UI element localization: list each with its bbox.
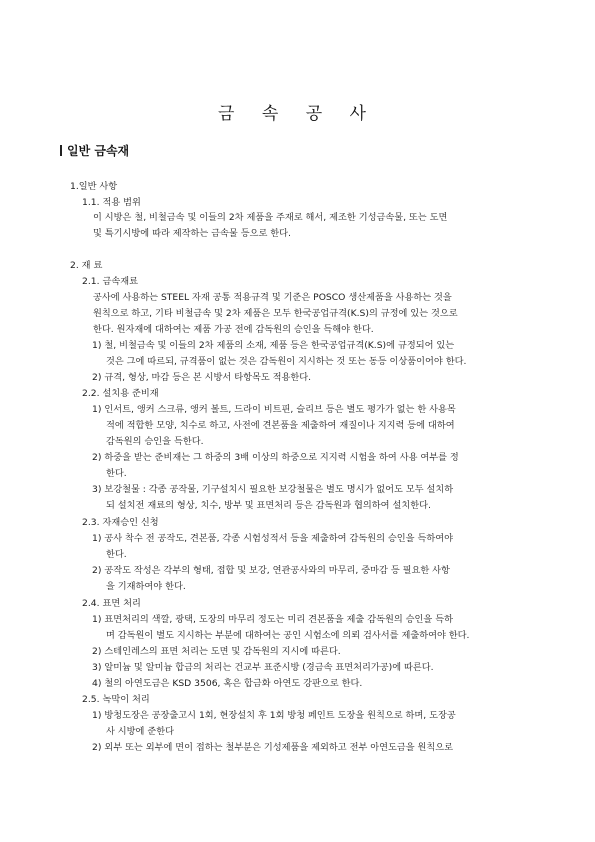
section-2-2-item-1-line: 1) 인서트, 앵커 스크류, 앵커 볼트, 드라이 비트핀, 슬리브 등은 별도 평가가 없는 한 사용목 <box>92 404 456 415</box>
section-2-5-heading: 2.5. 녹막이 처리 <box>82 694 150 705</box>
section-2-5-item-1-line: 사 시방에 준한다 <box>106 726 174 737</box>
section-2-3-item-2-line: 2) 공작도 작성은 각부의 형태, 접합 및 보강, 연관공사와의 마무리, 중마감 등 필요한 사항 <box>92 565 450 576</box>
section-2-2-item-2-line: 2) 하중을 받는 준비재는 그 하중의 3배 이상의 하중으로 지지력 시험을 하여 사용 여부를 정 <box>92 452 459 463</box>
section-2-1-item-1-line: 1) 철, 비철금속 및 이들의 2차 제품의 소재, 제품 등은 한국공업규격(K.S)에 규정되어 있는 <box>92 340 455 351</box>
section-2-4-item-1-line: 1) 표면처리의 색깔, 광택, 도장의 마무리 정도는 미리 견본품을 제출 감독원의 승인을 득하 <box>92 614 453 625</box>
section-1-1-line: 및 특기시방에 따라 제작하는 금속물 등으로 한다. <box>93 228 291 239</box>
section-2-2-item-1-line: 감독원의 승인을 득한다. <box>106 436 204 447</box>
section-2-1-heading: 2.1. 금속재료 <box>82 276 138 287</box>
section-2-5-item-2-line: 2) 외부 또는 외부에 면이 접하는 철부분은 기성제품을 제외하고 전부 아연도금을 원칙으로 <box>92 742 454 753</box>
section-2-2-item-3-line: 3) 보강철물 : 각종 공작물, 기구설치시 필요한 보강철물은 별도 명시가 없어도 모두 설치하 <box>92 484 454 495</box>
section-2-2-item-2-line: 한다. <box>106 468 127 479</box>
section-2-4-item-3-line: 3) 알미늄 및 알미늄 합금의 처리는 건교부 표준시방 (경금속 표면처리가공)에 따른다. <box>92 662 434 673</box>
section-2-1-line: 한다. 원자재에 대하여는 제품 가공 전에 감독원의 승인을 득해야 한다. <box>93 324 374 335</box>
section-2-2-heading: 2.2. 설치용 준비재 <box>82 388 159 399</box>
document-title: 금 속 공 사 <box>218 104 377 124</box>
section-2-heading: 2. 재 료 <box>70 260 103 271</box>
chapter-title: 일반 금속재 <box>67 144 130 158</box>
section-2-4-item-1-line: 며 감독원이 별도 지시하는 부분에 대하여는 공인 시험소에 의뢰 검사서를 제출하여야 한다. <box>106 630 470 641</box>
section-2-3-heading: 2.3. 자재승인 신청 <box>82 517 159 528</box>
chapter-heading <box>60 142 129 159</box>
section-2-1-item-1-line: 것은 그에 따르되, 규격품이 없는 것은 감독원이 지시하는 것 또는 동등 이상품이어야 한다. <box>106 356 467 367</box>
chapter-marker-bar <box>60 145 62 156</box>
section-1-heading: 1.일반 사항 <box>70 181 118 192</box>
section-2-3-item-2-line: 을 기재하여야 한다. <box>106 581 186 592</box>
section-2-3-item-1-line: 1) 공사 착수 전 공작도, 견본품, 각종 시험성적서 등을 제출하여 감독원의 승인을 득하여야 <box>92 533 453 544</box>
section-2-1-item-2-line: 2) 규격, 형상, 마감 등은 본 시방서 타항목도 적용한다. <box>92 372 312 383</box>
section-2-2-item-1-line: 적에 적합한 모양, 치수로 하고, 사전에 견본품을 제출하여 재질이나 지지력 등에 대하여 <box>106 420 455 431</box>
section-1-1-heading: 1.1. 적용 범위 <box>82 197 141 208</box>
section-2-1-line: 공사에 사용하는 STEEL 자재 공통 적용규격 및 기준은 POSCO 생산제품을 사용하는 것을 <box>93 292 452 303</box>
section-1-1-line: 이 시방은 철, 비철금속 및 이들의 2차 제품을 주재로 해서, 제조한 기성금속물, 또는 도면 <box>93 212 448 223</box>
section-2-4-heading: 2.4. 표면 처리 <box>82 598 141 609</box>
section-2-2-item-3-line: 되 설치전 재료의 형상, 치수, 방부 및 표면처리 등은 감독원과 협의하여 설치한다. <box>106 500 431 511</box>
section-2-3-item-1-line: 한다. <box>106 549 127 560</box>
section-2-5-item-1-line: 1) 방청도장은 공장출고시 1회, 현장설치 후 1회 방청 페인트 도장을 원칙으로 하며, 도장공 <box>92 710 456 721</box>
section-2-4-item-4-line: 4) 철의 아연도금은 KSD 3506, 혹은 합금화 아연도 강판으로 한다. <box>92 678 363 689</box>
section-2-1-line: 원칙으로 하고, 기타 비철금속 및 2차 제품은 모두 한국공업규격(K.S)의 규정에 있는 것으로 <box>93 308 458 319</box>
section-2-4-item-2-line: 2) 스테인레스의 표면 처리는 도면 및 감독원의 지시에 따른다. <box>92 646 341 657</box>
